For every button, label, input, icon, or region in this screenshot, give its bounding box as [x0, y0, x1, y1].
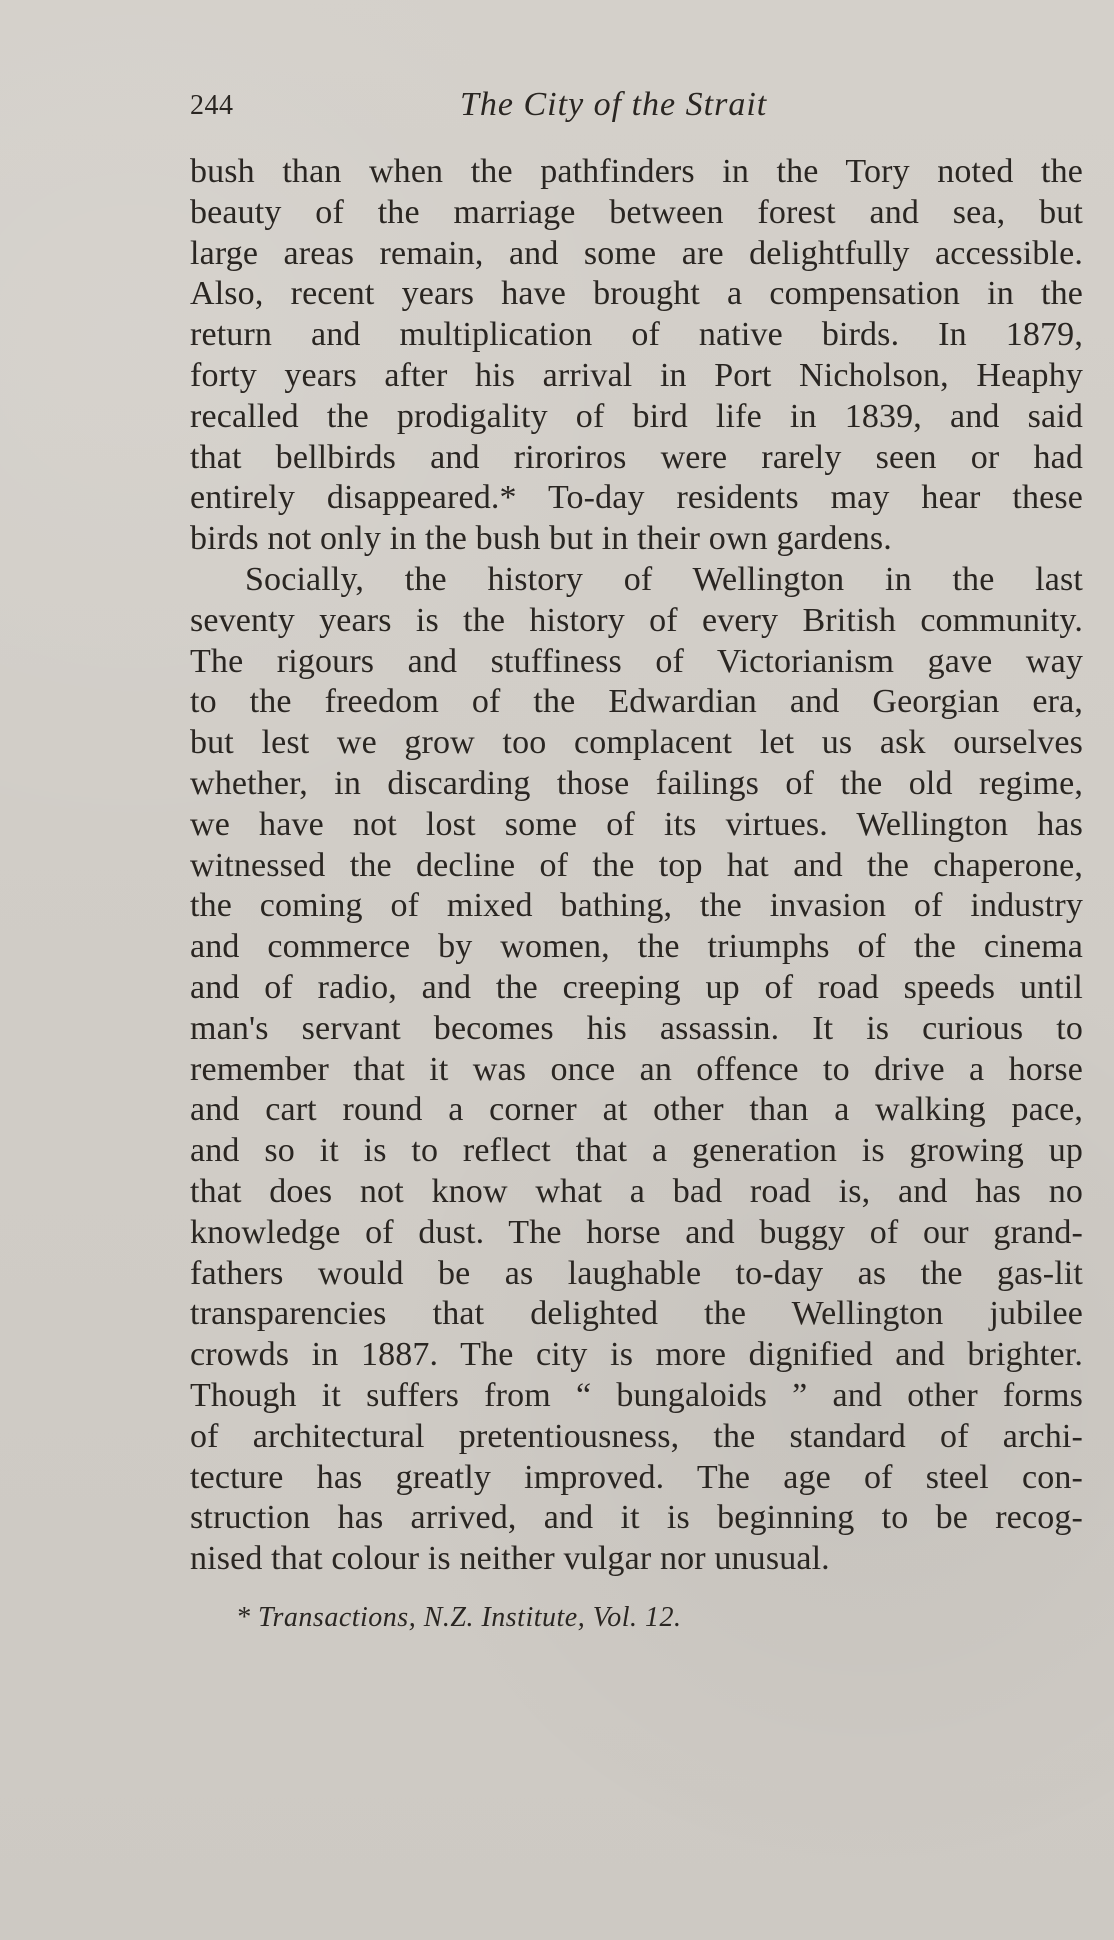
text-line: struction has arrived, and it is beginning to be recog- [190, 1499, 1083, 1537]
text-line: birds not only in the bush but in their own gardens. [190, 520, 892, 558]
text-line: whether, in discarding those failings of the old regime, [190, 764, 1083, 802]
text-line: man's servant becomes his assassin. It is curious to [190, 1009, 1083, 1047]
body-text [190, 152, 1083, 1580]
text-line: of architectural pretentiousness, the standard of archi- [190, 1417, 1083, 1455]
text-line: Also, recent years have brought a compensation in the [190, 275, 1083, 313]
page-number: 244 [190, 90, 234, 121]
text-line: crowds in 1887. The city is more dignified and brighter. [190, 1336, 1083, 1374]
text-line: recalled the prodigality of bird life in 1839, and said [190, 397, 1083, 435]
text-line: we have not lost some of its virtues. Wellington has [190, 805, 1083, 843]
text-line: remember that it was once an offence to drive a horse [190, 1050, 1083, 1088]
text-line: and so it is to reflect that a generation is growing up [190, 1132, 1083, 1170]
text-line: return and multiplication of native birds. In 1879, [190, 316, 1083, 354]
text-line: large areas remain, and some are delightfully accessible. [190, 234, 1083, 272]
text-line: bush than when the pathfinders in the Tory noted the [190, 153, 1083, 190]
text-line: nised that colour is neither vulgar nor unusual. [190, 1540, 830, 1578]
text-line: The rigours and stuffiness of Victorianism gave way [190, 642, 1083, 680]
text-line: seventy years is the history of every British community. [190, 601, 1083, 639]
text-line: that does not know what a bad road is, and has no [190, 1172, 1083, 1210]
text-line: the coming of mixed bathing, the invasion of industry [190, 887, 1083, 925]
page-header [190, 86, 1083, 134]
text-line: and commerce by women, the triumphs of the cinema [190, 928, 1083, 966]
text-line: and cart round a corner at other than a walking pace, [190, 1091, 1083, 1129]
text-line: fathers would be as laughable to-day as the gas-lit [190, 1254, 1083, 1292]
text-line: beauty of the marriage between forest and sea, but [190, 193, 1083, 231]
text-line: tecture has greatly improved. The age of steel con- [190, 1458, 1083, 1496]
text-line: knowledge of dust. The horse and buggy of our grand- [190, 1213, 1083, 1251]
text-line: forty years after his arrival in Port Nicholson, Heaphy [190, 356, 1083, 394]
running-title: The City of the Strait [460, 86, 768, 123]
text-line: entirely disappeared.* To-day residents may hear these [190, 479, 1083, 517]
paragraph-first-line: Socially, the history of Wellington in the last [245, 560, 1083, 598]
text-line: that bellbirds and riroriros were rarely seen or had [190, 438, 1083, 476]
text-line: Though it suffers from “ bungaloids ” and other forms [190, 1376, 1083, 1414]
text-line: and of radio, and the creeping up of road speeds until [190, 968, 1083, 1006]
text-line: transparencies that delighted the Wellington jubilee [190, 1295, 1083, 1333]
text-line: witnessed the decline of the top hat and the chaperone, [190, 846, 1083, 884]
text-line: but lest we grow too complacent let us ask ourselves [190, 724, 1083, 762]
text-line: to the freedom of the Edwardian and Georgian era, [190, 683, 1083, 721]
footnote: * Transactions, N.Z. Institute, Vol. 12. [236, 1602, 682, 1633]
